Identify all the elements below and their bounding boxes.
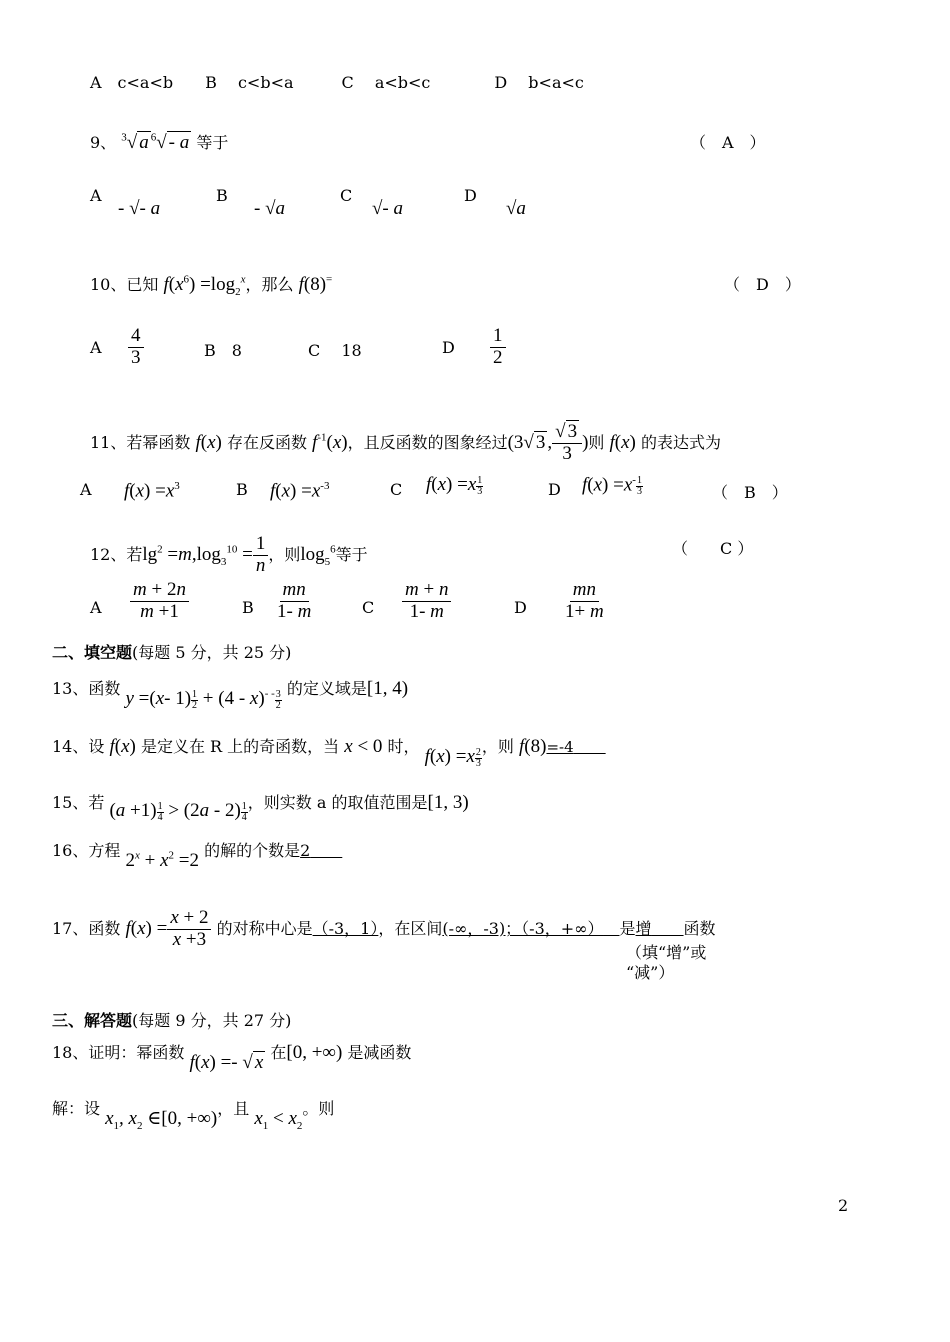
q18: 18、证明：幂函数 f(x) =- √ x 在[0, +∞) 是减函数 — [52, 1042, 412, 1073]
q10-opt-a-label: A — [90, 338, 102, 357]
q8-options: A c<a<b B c<b<a C a<b<c D b<a<c — [90, 73, 584, 92]
q17: 17、函数 f(x) = $\frac{x + 2}{x +3}$ 的对称中心是（-3，1），在区间(-∞，-3)；（-3，+∞） 是增 函数 — [52, 907, 716, 950]
q9-opt-d-label: D — [464, 186, 477, 205]
q12-opt-b-label: B — [242, 598, 254, 617]
section-3-heading: 三、解答题(每题 9 分，共 27 分) — [52, 1011, 292, 1030]
q10-opt-a: $\frac{4}{3}$ — [128, 326, 144, 369]
q10-opt-b: B 8 — [204, 341, 242, 360]
q11-opt-d: f(x) =x- $\frac{1}{3}$ — [582, 474, 642, 497]
q12-opt-c-label: C — [362, 598, 375, 617]
q10-opt-d-label: D — [442, 338, 455, 357]
q10-formula: $f(x^6) =\log_2^x$ — [163, 273, 246, 298]
q9-opt-b-label: B — [216, 186, 228, 205]
q9-opt-a: - √- a — [118, 198, 161, 219]
q9-opt-c-label: C — [340, 186, 353, 205]
q15: 15、若 (a +1) $\frac{1}{4}$ > (2a - 2) $\frac{1}{4}$ ，则实数 a 的取值范围是[1, 3) — [52, 792, 469, 823]
q16: 16、方程 $2^x + x^2 =2$ 的解的个数是2 — [52, 841, 311, 871]
q12-stem: 12、若$\lg^2 =m,\log_3^{10}$ = $\frac{1}{n}$ ，则$\log_5^6$等于 — [90, 533, 368, 576]
q12-opt-a-label: A — [90, 598, 102, 617]
section-2-heading: 二、填空题(每题 5 分，共 25 分) — [52, 643, 292, 662]
q9-opt-c: √- a — [372, 198, 404, 219]
q12-opt-a: $\frac{m + 2n}{m +1}$ — [130, 580, 189, 623]
q10-answer: （ D ） — [724, 275, 801, 294]
q12-answer: （ C ） — [672, 539, 754, 558]
solution-start: 解：设 $x_1$, $x_2$ ∈[0, +∞)，且 $x_1 < x_2$。则 — [52, 1099, 335, 1132]
q17-hint-2: “减”） — [626, 963, 675, 982]
q12-opt-d-label: D — [514, 598, 527, 617]
q12-opt-d: $\frac{mn}{1+ m}$ — [565, 579, 604, 622]
q9-expression: $^3$√ a $^6$√ - a — [121, 131, 190, 153]
q11-opt-c: f(x) =x $\frac{1}{3}$ — [426, 474, 483, 497]
q11-opt-d-label: D — [548, 480, 561, 499]
q14: 14、设 f(x) 是定义在 R 上的奇函数，当 x < 0 时， f(x) =x $\frac{2}{3}$ ，则 f(8)=-4 — [52, 736, 574, 769]
q9-opt-a-label: A — [90, 186, 102, 205]
page-number: 2 — [838, 1196, 849, 1215]
q12-opt-c: $\frac{m + n}{1- m}$ — [402, 580, 451, 623]
q11-opt-c-label: C — [390, 480, 403, 499]
q13: 13、函数 y =(x- 1) $\frac{1}{2}$ + (4 - x)- - $\frac{3}{2}$ 的定义域是[1, 4) — [52, 678, 409, 711]
q9-answer: （ A ） — [690, 133, 766, 152]
q11-opt-b-label: B — [236, 480, 248, 499]
q11-opt-a: $f(x) =x^3$ — [124, 480, 180, 502]
q10-target: f(8)= — [298, 273, 333, 295]
q17-hint-1: （填“增”或 — [626, 943, 707, 962]
q11-point: (3√ 3 , $\frac{√ 3}{3}$ ) — [507, 421, 589, 464]
q9-opt-b: - √a — [254, 198, 286, 219]
q9-stem: 9、 $^3$√ a $^6$√ - a 等于 — [90, 131, 229, 153]
q12-opt-b: $\frac{mn}{1- m}$ — [277, 579, 312, 622]
q10-opt-c: C 18 — [308, 341, 362, 360]
q11-opt-b: $f(x) =x^{-3}$ — [270, 480, 330, 502]
q11-opt-a-label: A — [80, 480, 92, 499]
q10-stem: 10、已知 $f(x^6) =\log_2^x$，那么 f(8)= — [90, 273, 333, 298]
q11-answer: （ B ） — [712, 483, 788, 502]
q11-stem: 11、若幂函数 f(x) 存在反函数 $f^{-1}(x)$，且反函数的图象经过(3√ 3 , $\frac{√ 3}{3}$ )则 f(x) 的表达式为 — [90, 421, 721, 464]
q9-opt-d: √a — [506, 198, 526, 219]
q10-opt-d: $\frac{1}{2}$ — [490, 326, 506, 369]
